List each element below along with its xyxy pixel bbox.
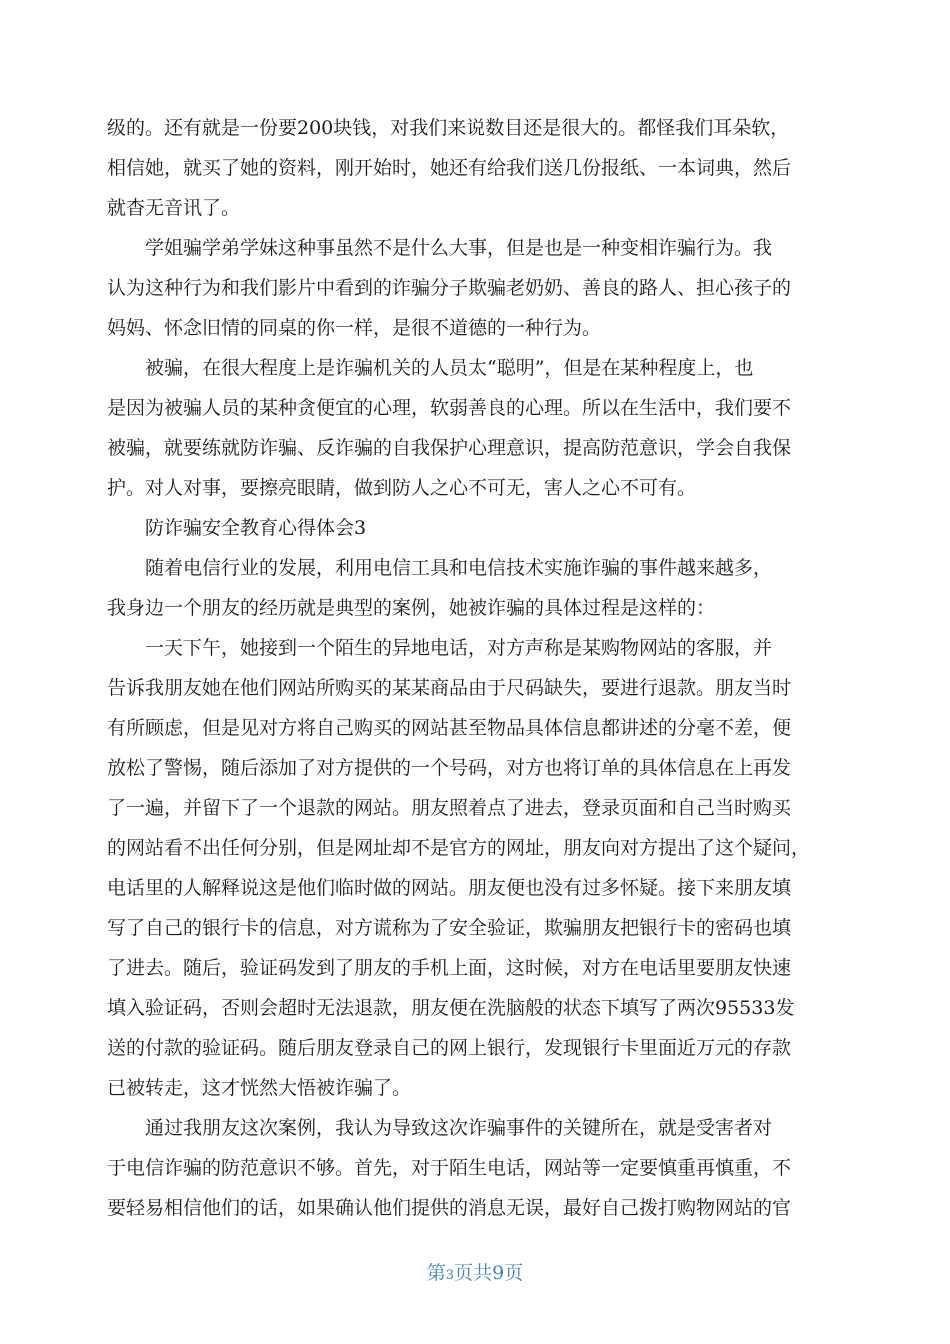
footer-prefix: 第 xyxy=(426,1262,446,1284)
text-line: 填入验证码，否则会超时无法退款，朋友便在洗脑般的状态下填写了两次95533发 xyxy=(107,997,795,1019)
text-line: 了进去。随后，验证码发到了朋友的手机上面，这时候，对方在电话里要朋友快速 xyxy=(107,957,792,979)
footer-current-page: 3 xyxy=(445,1268,455,1283)
text-line: 妈妈、怀念旧情的同桌的你一样，是很不道德的一种行为。 xyxy=(107,317,602,339)
text-line: 已被转走，这才恍然大悟被诈骗了。 xyxy=(107,1077,412,1099)
text-line: 要轻易相信他们的话，如果确认他们提供的消息无误，最好自己拨打购物网站的官 xyxy=(107,1197,792,1219)
text-line: 一天下午，她接到一个陌生的异地电话，对方声称是某购物网站的客服，并 xyxy=(145,637,773,659)
text-line: 告诉我朋友她在他们网站所购买的某某商品由于尺码缺失，要进行退款。朋友当时 xyxy=(107,677,792,699)
paragraph xyxy=(107,108,847,228)
text-line: 通过我朋友这次案例，我认为导致这次诈骗事件的关键所在，就是受害者对 xyxy=(145,1117,773,1139)
paragraph xyxy=(107,1108,847,1228)
text-line: 级的。还有就是一份要200块钱，对我们来说数目还是很大的。都怪我们耳朵软， xyxy=(107,117,790,139)
text-line: 有所顾虑，但是见对方将自己购买的网站甚至物品具体信息都讲述的分毫不差，便 xyxy=(107,717,792,739)
paragraph xyxy=(107,628,847,1108)
text-line: 送的付款的验证码。随后朋友登录自己的网上银行，发现银行卡里面近万元的存款 xyxy=(107,1037,792,1059)
text-line: 就杳无音讯了。 xyxy=(107,197,241,219)
text-line: 被骗，在很大程度上是诈骗机关的人员太“聪明”，但是在某种程度上，也 xyxy=(145,357,754,379)
text-line: 学姐骗学弟学妹这种事虽然不是什么大事，但是也是一种变相诈骗行为。我 xyxy=(145,237,773,259)
text-line: 于电信诈骗的防范意识不够。首先，对于陌生电话，网站等一定要慎重再慎重，不 xyxy=(107,1157,792,1179)
text-line: 防诈骗安全教育心得体会3 xyxy=(145,517,367,539)
text-line: 护。对人对事，要擦亮眼睛，做到防人之心不可无，害人之心不可有。 xyxy=(107,477,697,499)
paragraph xyxy=(107,508,847,548)
footer-suffix: 页 xyxy=(504,1262,524,1284)
text-line: 我身边一个朋友的经历就是典型的案例，她被诈骗的具体过程是这样的： xyxy=(107,597,716,619)
text-line: 认为这种行为和我们影片中看到的诈骗分子欺骗老奶奶、善良的路人、担心孩子的 xyxy=(107,277,792,299)
footer-total-pages: 9 xyxy=(492,1262,505,1284)
text-line: 了一遍，并留下了一个退款的网站。朋友照着点了进去，登录页面和自己当时购买 xyxy=(107,797,792,819)
text-line: 写了自己的银行卡的信息，对方谎称为了安全验证，欺骗朋友把银行卡的密码也填 xyxy=(107,917,792,939)
paragraph xyxy=(107,228,847,348)
paragraph xyxy=(107,548,847,628)
text-line: 是因为被骗人员的某种贪便宜的心理，软弱善良的心理。所以在生活中，我们要不 xyxy=(107,397,792,419)
text-line: 放松了警惕，随后添加了对方提供的一个号码，对方也将订单的具体信息在上再发 xyxy=(107,757,792,779)
text-line: 的网站看不出任何分别，但是网址却不是官方的网址，朋友向对方提出了这个疑问， xyxy=(107,837,811,859)
text-line: 电话里的人解释说这是他们临时做的网站。朋友便也没有过多怀疑。接下来朋友填 xyxy=(107,877,792,899)
page-footer xyxy=(0,1258,950,1285)
text-line: 随着电信行业的发展，利用电信工具和电信技术实施诈骗的事件越来越多， xyxy=(145,557,773,579)
text-line: 相信她，就买了她的资料，刚开始时，她还有给我们送几份报纸、一本词典，然后 xyxy=(107,157,792,179)
text-line: 被骗，就要练就防诈骗、反诈骗的自我保护心理意识，提高防范意识，学会自我保 xyxy=(107,437,792,459)
footer-middle: 页共 xyxy=(454,1262,493,1284)
document-body xyxy=(107,108,847,1228)
paragraph xyxy=(107,348,847,508)
